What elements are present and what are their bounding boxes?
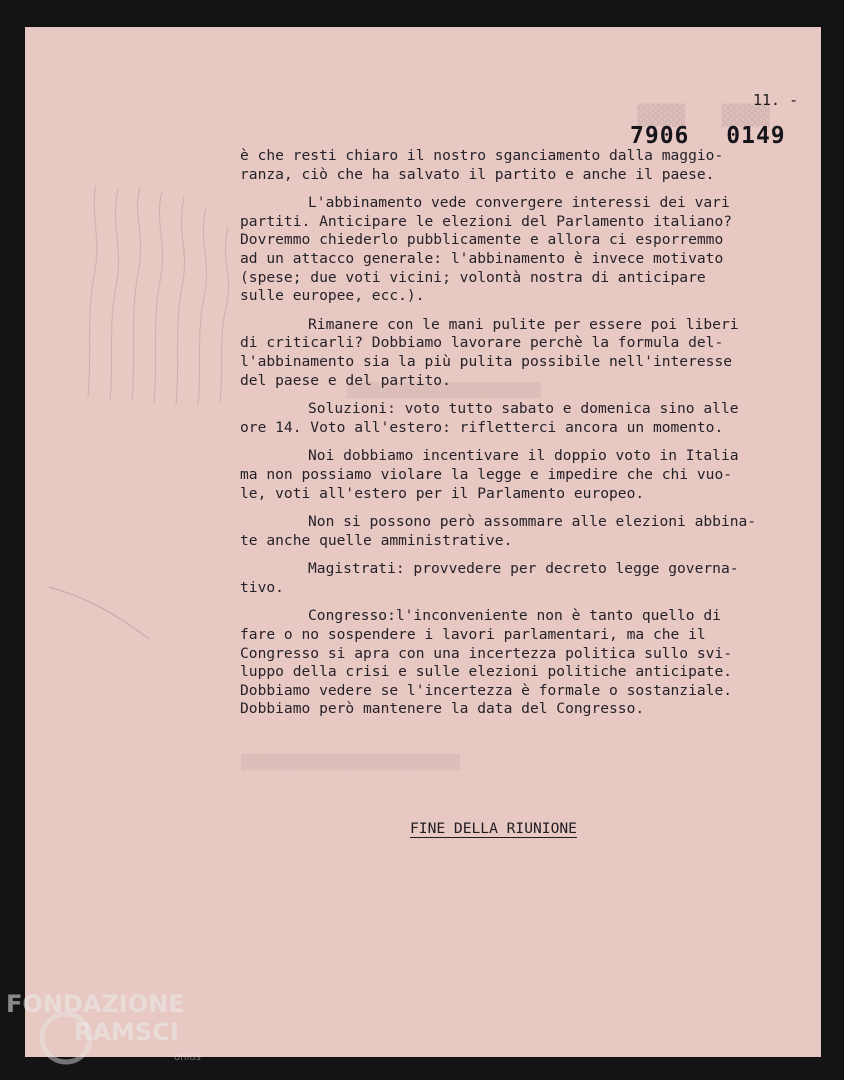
archive-series: 7906 — [630, 123, 690, 149]
pencil-stroke — [45, 583, 155, 643]
paragraph: Soluzioni: voto tutto sabato e domenica sino alle ore 14. Voto all'estero: rifletterci ancora un momento. — [240, 400, 739, 436]
logo-line2: RAMSCI — [74, 1018, 179, 1046]
page-number: 11. - — [753, 91, 799, 109]
paragraph: è che resti chiaro il nostro sganciamento dalla maggio- ranza, ciò che ha salvato il partito e anche il paese. — [240, 147, 724, 183]
paragraph: Rimanere con le mani pulite per essere poi liberi di criticarli? Dobbiamo lavorare perchè la formula del- l'abbinamento sia la più pulita possibile nell'interesse del paese e del partito. — [240, 315, 739, 389]
bleed-through-line: ▒▒▒▒▒▒▒▒▒▒▒▒▒▒▒▒▒▒▒▒▒▒▒▒▒▒ — [241, 755, 461, 771]
paragraph: L'abbinamento vede convergere interessi dei vari partiti. Anticipare le elezioni del Parlamento italiano? Dovremmo chiederlo pubblicamente e allora ci esporremmo ad un attacco generale: l'abbinamento è invece motivato (spese; due voti vicini; volontà nostra di anticipare sulle europee, ecc.). — [240, 194, 733, 305]
logo-suffix: onlus — [174, 1052, 201, 1063]
logo-line1: FONDAZIONE — [6, 990, 185, 1018]
pencil-marginal-notes — [80, 177, 250, 407]
bleed-through-line: ▒▒▒▒▒▒▒▒▒▒▒▒▒▒▒▒▒▒▒▒▒▒▒ — [347, 383, 541, 399]
archive-code — [630, 123, 786, 149]
paragraph: Congresso:l'inconveniente non è tanto quello di fare o no sospendere i lavori parlamentari, ma che il Congresso si apra con una incertezza politica sullo svi- luppo della crisi e sulle elezioni politiche anticipate. Dobbiamo vedere se l'incertezza è formale o sostanziale. Dobbiamo però mantenere la data del Congresso. — [240, 607, 733, 718]
fondazione-gramsci-logo — [4, 988, 214, 1070]
paragraph: Noi dobbiamo incentivare il doppio voto in Italia ma non possiamo violare la legge e impedire che chi vuo- le, voti all'estero per il Parlamento europeo. — [240, 447, 739, 502]
bleed-through-code: ▓▓▓▓ ▓▓▓▓ — [637, 103, 770, 127]
closing-line: FINE DELLA RIUNIONE — [410, 820, 577, 837]
memo-body — [240, 147, 800, 729]
paragraph: Non si possono però assommare alle elezioni abbina- te anche quelle amministrative. — [240, 513, 757, 549]
paragraph: Magistrati: provvedere per decreto legge governa- tivo. — [240, 560, 739, 596]
archive-folio: 0149 — [726, 123, 786, 149]
